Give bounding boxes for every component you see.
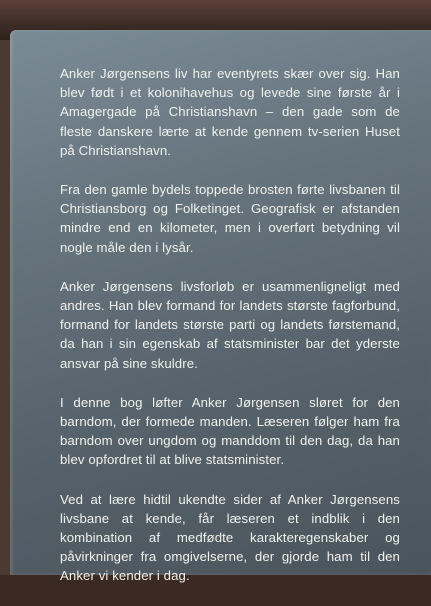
paragraph-5: Ved at lære hidtil ukendte sider af Anker Jørgensens livsbane at kende, får læseren et indblik i den kombination af medfødte karakteregenskaber og påvirkninger fra omgivelserne, der gjorde ham til den Anker vi kender i dag. — [60, 491, 400, 584]
paragraph-3: Anker Jørgensens livsforløb er usammenligneligt med andres. Han blev formand for landets største fagforbund, formand for landets største parti og landets førstemand, da han i sin egenskab af statsminister bar det yderste ansvar på sine skuldre. — [60, 278, 400, 371]
paragraph-2: Fra den gamle bydels toppede brosten førte livsbanen til Christiansborg og Folketinget. Geografisk er afstanden mindre end en kilometer, men i overført betydning vil nogle måle den i lysår. — [60, 182, 400, 255]
paragraph-4: I denne bog løfter Anker Jørgensen sløret for den barndom, der formede manden. Læseren følger ham fra barndom over ungdom og manddom til den dag, da han blev opfordret til at blive statsminister. — [60, 394, 400, 468]
back-cover-text — [60, 64, 400, 606]
paragraph-1: Anker Jørgensens liv har eventyrets skær over sig. Han blev født i et kolonihavehus og levede sine første år i Amagergade på Christianshavn – den gade som de fleste danskere lærte at kende gennem tv-serien Huset på Christianshavn. — [60, 66, 400, 158]
